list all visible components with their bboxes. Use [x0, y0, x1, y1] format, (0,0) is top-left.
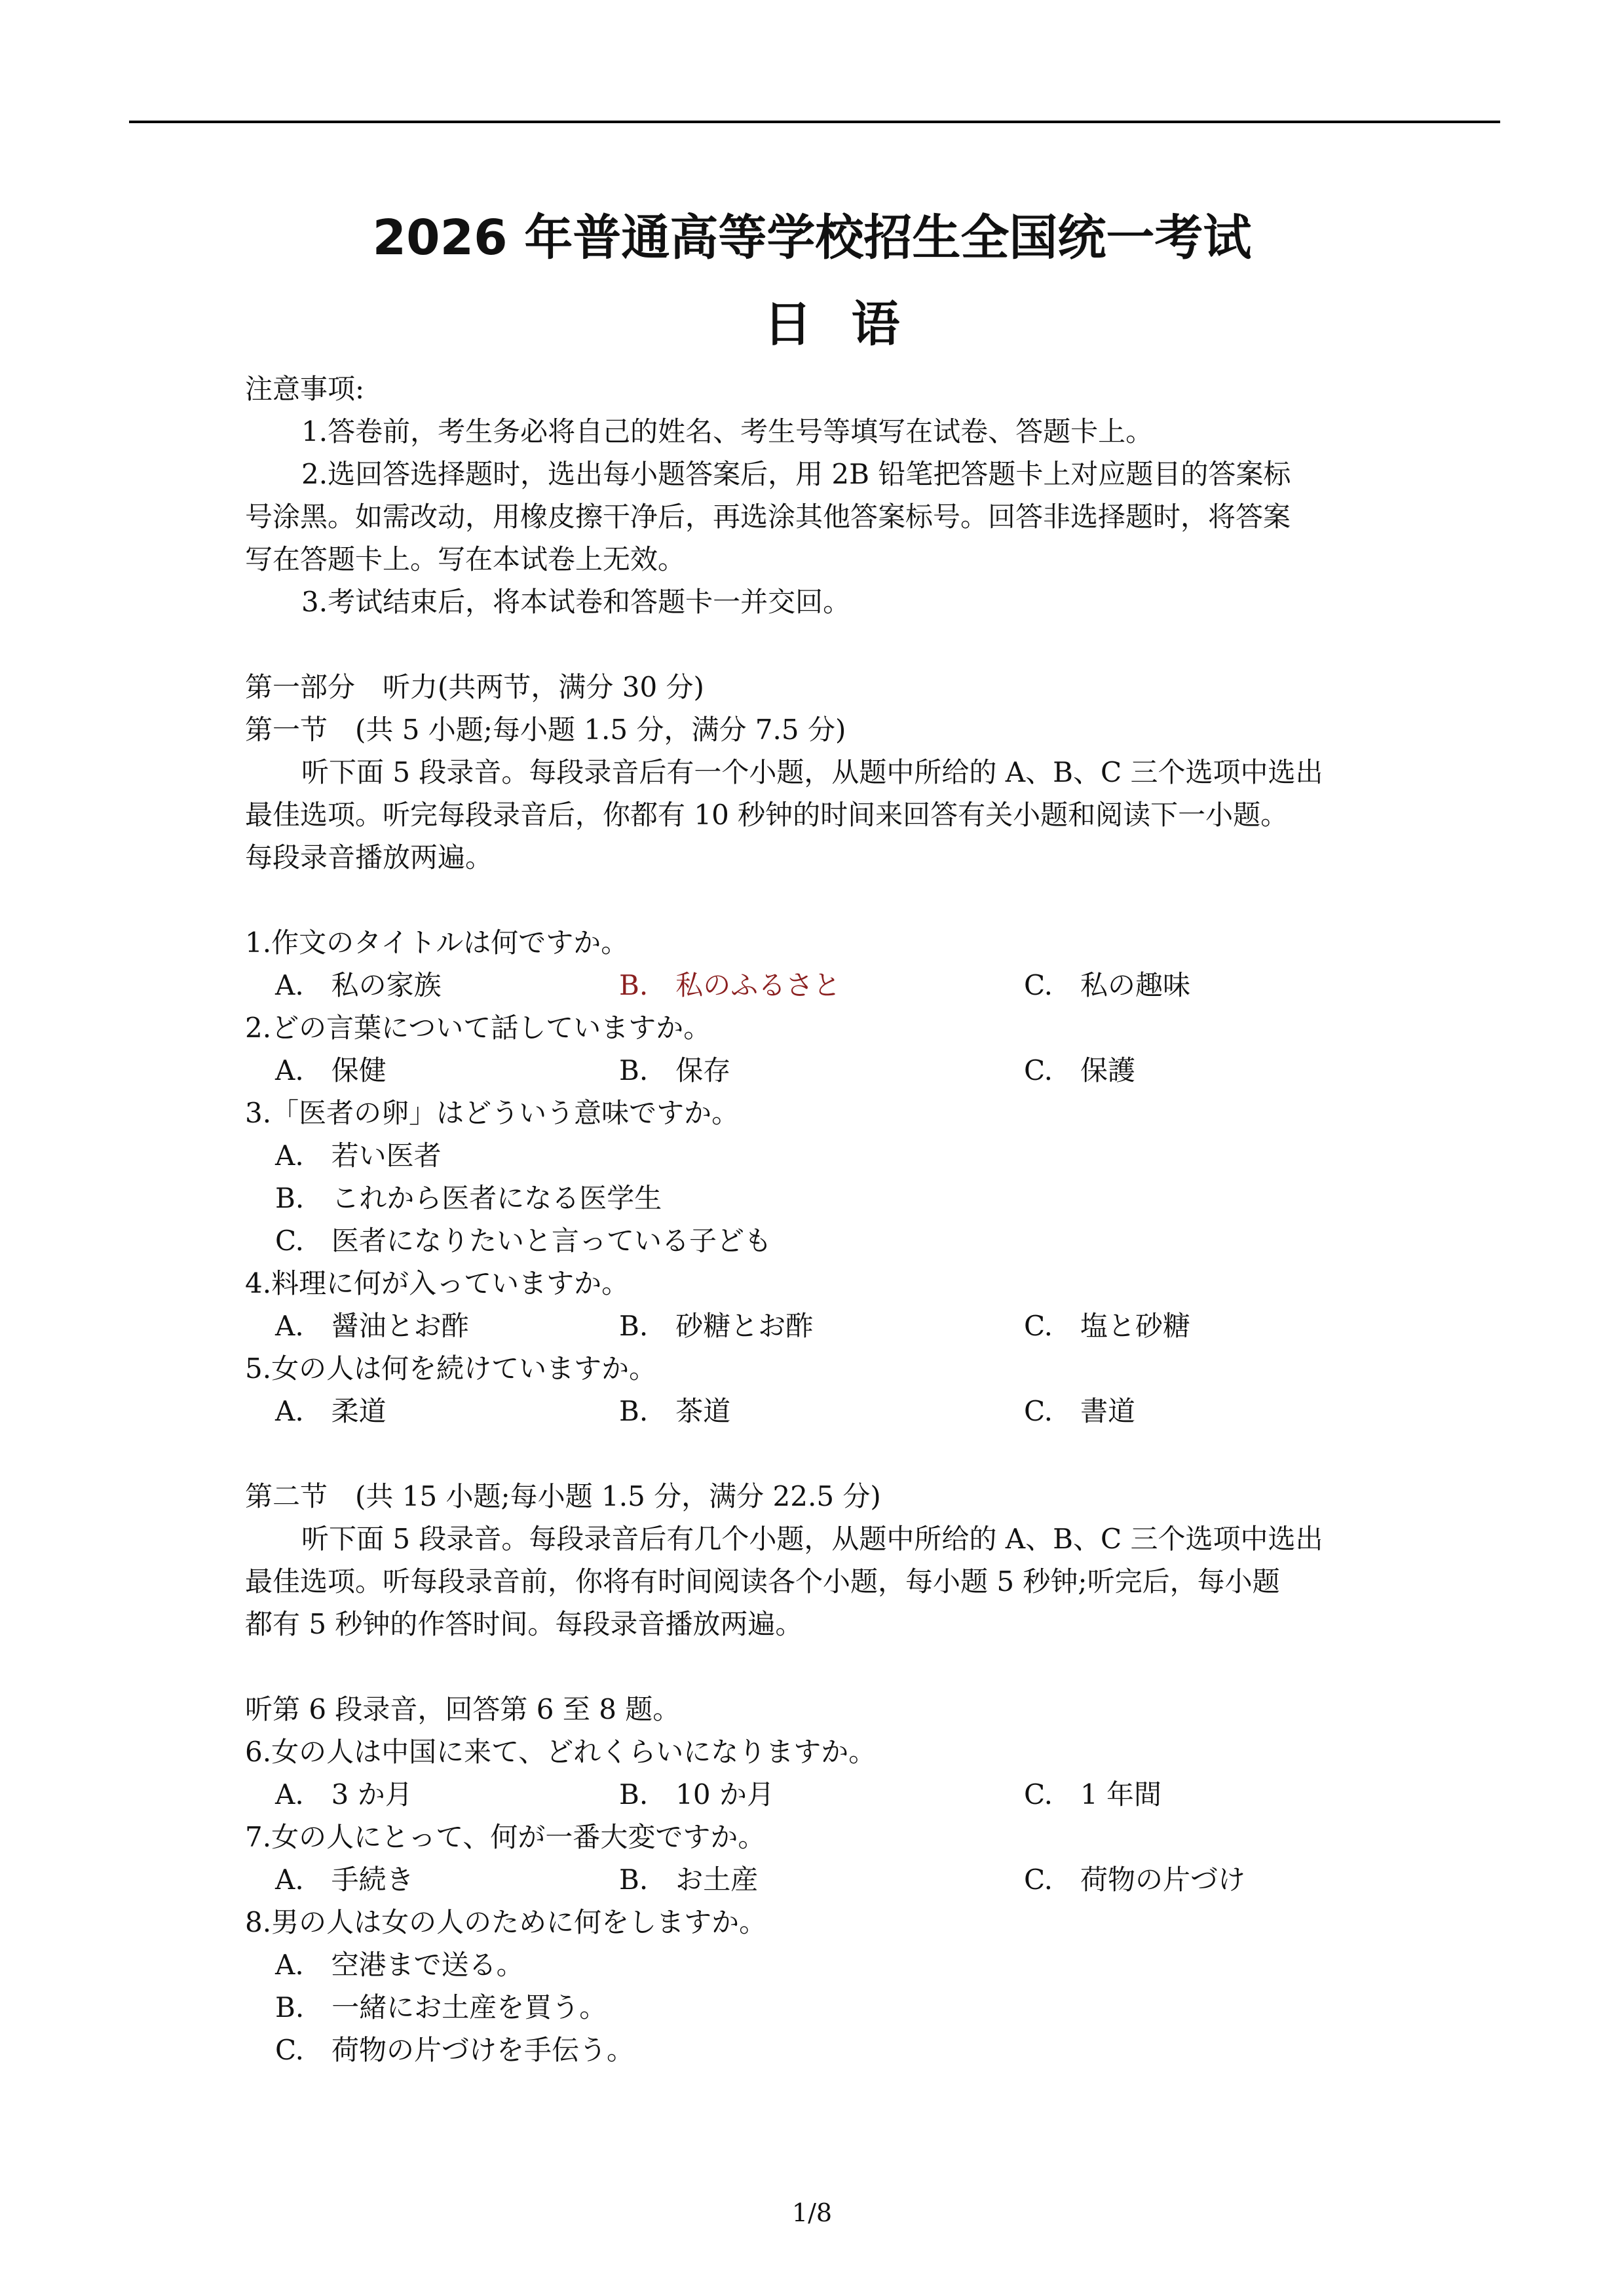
- question-3-option-a: A. 若い医者: [275, 1139, 442, 1172]
- section2-instruction-line-2: 最佳选项。听每段录音前，你将有时间阅读各个小题，每小题 5 秒钟;听完后，每小题: [245, 1565, 1280, 1598]
- question-7-stem: 7.女の人にとって、何が一番大変ですか。: [245, 1821, 766, 1853]
- question-4-option-c: C. 塩と砂糖: [1024, 1310, 1190, 1342]
- question-2-option-c: C. 保護: [1024, 1054, 1135, 1086]
- question-3-option-c: C. 医者になりたいと言っている子ども: [275, 1225, 772, 1257]
- section1-instruction-line-3: 每段录音播放两遍。: [245, 841, 493, 873]
- question-7-option-b: B. お土産: [619, 1864, 759, 1896]
- question-7-option-a: A. 手続き: [275, 1864, 414, 1896]
- question-4-option-a: A. 醤油とお酢: [275, 1310, 469, 1342]
- exam-title: 2026 年普通高等学校招生全国统一考试: [372, 210, 1252, 266]
- question-7-option-c: C. 荷物の片づけ: [1024, 1864, 1245, 1896]
- question-8-option-b: B. 一緒にお土産を買う。: [275, 1991, 607, 2023]
- question-6-stem: 6.女の人は中国に来て、どれくらいになりますか。: [245, 1736, 877, 1768]
- question-3-stem: 3.「医者の卵」はどういう意味ですか。: [245, 1097, 740, 1129]
- header-rule: [129, 121, 1500, 123]
- question-6-option-c: C. 1 年間: [1024, 1778, 1162, 1810]
- question-8-option-a: A. 空港まで送る。: [275, 1949, 524, 1981]
- segment-6-instruction: 听第 6 段录音，回答第 6 至 8 题。: [245, 1693, 681, 1725]
- subject-title: 日语: [763, 296, 939, 353]
- question-5-option-b: B. 茶道: [619, 1395, 731, 1427]
- section2-instruction-line-3: 都有 5 秒钟的作答时间。每段录音播放两遍。: [245, 1608, 803, 1640]
- notice-heading: 注意事项:: [245, 373, 365, 405]
- notice-item-2-line-3: 写在答题卡上。写在本试卷上无效。: [245, 543, 686, 575]
- question-5-option-a: A. 柔道: [275, 1395, 387, 1427]
- section1-instruction-line-2: 最佳选项。听完每段录音后，你都有 10 秒钟的时间来回答有关小题和阅读下一小题。: [245, 799, 1289, 831]
- question-8-stem: 8.男の人は女の人のために何をしますか。: [245, 1906, 767, 1938]
- notice-item-2-line-2: 号涂黑。如需改动，用橡皮擦干净后，再选涂其他答案标号。回答非选择题时，将答案: [245, 501, 1291, 533]
- question-1-option-b: B. 私のふるさと: [619, 969, 841, 1001]
- question-2-option-a: A. 保健: [275, 1054, 387, 1086]
- question-1-option-c: C. 私の趣味: [1024, 969, 1190, 1001]
- question-1-option-a: A. 私の家族: [275, 969, 442, 1001]
- section1-instruction-line-1: 听下面 5 段录音。每段录音后有一个小题，从题中所给的 A、B、C 三个选项中选出: [301, 756, 1323, 788]
- question-4-stem: 4.料理に何が入っていますか。: [245, 1267, 630, 1299]
- question-1-stem: 1.作文のタイトルは何ですか。: [245, 927, 629, 959]
- question-5-option-c: C. 書道: [1024, 1395, 1135, 1427]
- part1-heading: 第一部分 听力(共两节，满分 30 分): [245, 671, 704, 703]
- question-2-stem: 2.どの言葉について話していますか。: [245, 1012, 711, 1044]
- notice-item-2-line-1: 2.选回答选择题时，选出每小题答案后，用 2B 铅笔把答题卡上对应题目的答案标: [301, 458, 1291, 490]
- question-6-option-a: A. 3 か月: [275, 1778, 413, 1810]
- page-number: 1/8: [791, 2198, 833, 2227]
- section2-heading: 第二节 (共 15 小题;每小题 1.5 分，满分 22.5 分): [245, 1480, 881, 1512]
- section2-instruction-line-1: 听下面 5 段录音。每段录音后有几个小题，从题中所给的 A、B、C 三个选项中选出: [301, 1523, 1323, 1555]
- question-8-option-c: C. 荷物の片づけを手伝う。: [275, 2034, 634, 2066]
- question-4-option-b: B. 砂糖とお酢: [619, 1310, 814, 1342]
- question-6-option-b: B. 10 か月: [619, 1778, 775, 1810]
- question-5-stem: 5.女の人は何を続けていますか。: [245, 1352, 657, 1385]
- notice-item-3: 3.考试结束后，将本试卷和答题卡一并交回。: [301, 586, 851, 618]
- section1-heading: 第一节 (共 5 小题;每小题 1.5 分，满分 7.5 分): [245, 714, 846, 746]
- notice-item-1: 1.答卷前，考生务必将自己的姓名、考生号等填写在试卷、答题卡上。: [301, 415, 1154, 448]
- question-2-option-b: B. 保存: [619, 1054, 731, 1086]
- question-3-option-b: B. これから医者になる医学生: [275, 1182, 662, 1214]
